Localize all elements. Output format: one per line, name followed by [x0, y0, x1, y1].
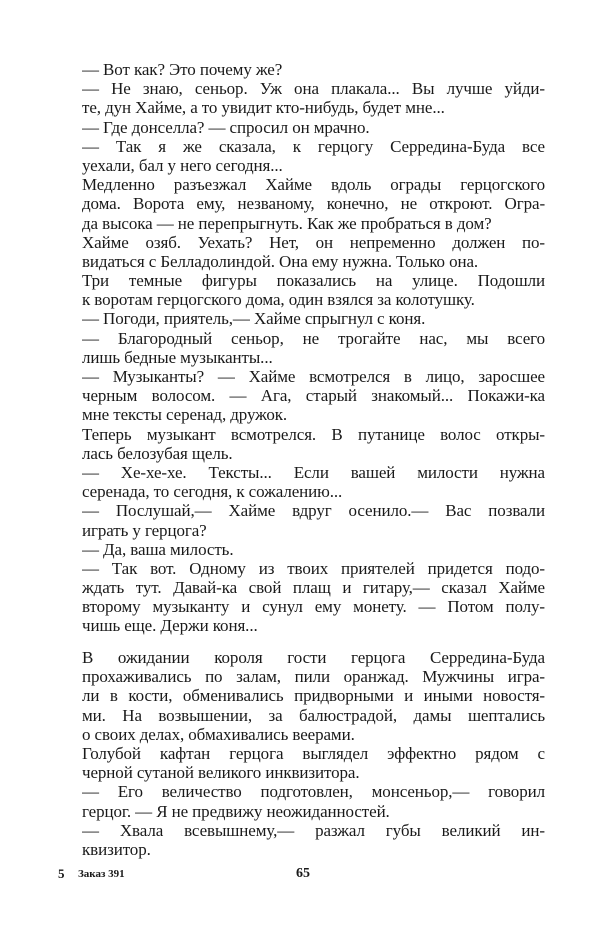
text-line: лишь бедные музыканты... [82, 347, 273, 367]
page-footer [58, 866, 548, 886]
text-line: серенада, то сегодня, к сожалению... [82, 482, 343, 502]
text-line: — Его величество подготовлен, монсеньор,— говорил [82, 782, 545, 802]
text-line: — Послушай,— Хайме вдруг осенило.— Вас позвали [82, 501, 545, 521]
text-line: черным волосом. — Ага, старый знакомый... Покажи-ка [82, 386, 545, 406]
text-line: ли в кости, обменивались придворными и иными новостя- [82, 686, 545, 706]
text-line: лась белозубая щель. [82, 443, 233, 463]
text-line: да высока — не перепрыгнуть. Как же пробраться в дом? [82, 213, 492, 233]
text-line: — Не знаю, сеньор. Уж она плакала... Вы лучше уйди- [82, 79, 545, 99]
text-line: ждать тут. Давай-ка свой плащ и гитару,— сказал Хайме [82, 578, 545, 598]
text-line: — Так я же сказала, к герцогу Серредина-Буда все [82, 136, 545, 156]
text-line: те, дун Хайме, а то увидит кто-нибудь, будет мне... [82, 98, 445, 118]
page-number: 65 [296, 866, 310, 881]
text-line: уехали, бал у него сегодня... [82, 155, 283, 175]
text-line: — Погоди, приятель,— Хайме спрыгнул с коня. [82, 309, 426, 329]
text-line: о своих делах, обмахивались веерами. [82, 724, 355, 744]
text-line: — Хвала всевышнему,— разжал губы великий ин- [82, 820, 545, 840]
text-line: — Вот как? Это почему же? [82, 60, 283, 79]
text-block-second [82, 648, 545, 859]
text-line: Хайме озяб. Уехать? Нет, он непременно должен по- [82, 232, 545, 252]
text-line: второму музыканту и сунул ему монету. — Потом полу- [82, 597, 545, 617]
text-line: черной сутаной великого инквизитора. [82, 763, 360, 783]
text-line: видаться с Белладолиндой. Она ему нужна. Только она. [82, 251, 479, 271]
text-line: дома. Ворота ему, незваному, конечно, не откроют. Огра- [82, 194, 545, 214]
text-line: мне тексты серенад, дружок. [82, 405, 288, 425]
text-block-first [82, 60, 545, 636]
text-line: ми. На возвышении, за балюстрадой, дамы шептались [82, 705, 545, 725]
text-line: Теперь музыкант всмотрелся. В путанице волос откры- [82, 424, 545, 444]
text-line: — Благородный сеньор, не трогайте нас, мы всего [82, 328, 545, 348]
text-line: — Так вот. Одному из твоих приятелей придется подо- [82, 558, 545, 578]
text-line: играть у герцога? [82, 520, 207, 540]
text-line: чишь еще. Держи коня... [82, 616, 258, 636]
text-line: Голубой кафтан герцога выглядел эффектно рядом с [82, 743, 545, 763]
text-line: герцог. — Я не предвижу неожиданностей. [82, 801, 390, 821]
text-line: — Музыканты? — Хайме всмотрелся в лицо, заросшее [82, 367, 545, 386]
text-line: Медленно разъезжал Хайме вдоль ограды герцогского [82, 175, 545, 195]
signature-mark: 5 [58, 866, 65, 881]
print-order: Заказ 391 [78, 868, 125, 880]
text-line: прохаживались по залам, пили оранжад. Мужчины игра- [82, 667, 545, 687]
text-line: квизитор. [82, 839, 151, 859]
text-line: Три темные фигуры показались на улице. Подошли [82, 271, 545, 291]
text-line: к воротам герцогского дома, один взялся за колотушку. [82, 290, 475, 310]
text-line: — Хе-хе-хе. Тексты... Если вашей милости нужна [82, 462, 545, 482]
text-line: — Где донселла? — спросил он мрачно. [82, 117, 370, 137]
text-line: — Да, ваша милость. [82, 539, 234, 559]
text-line: В ожидании короля гости герцога Серредина-Буда [82, 648, 545, 667]
